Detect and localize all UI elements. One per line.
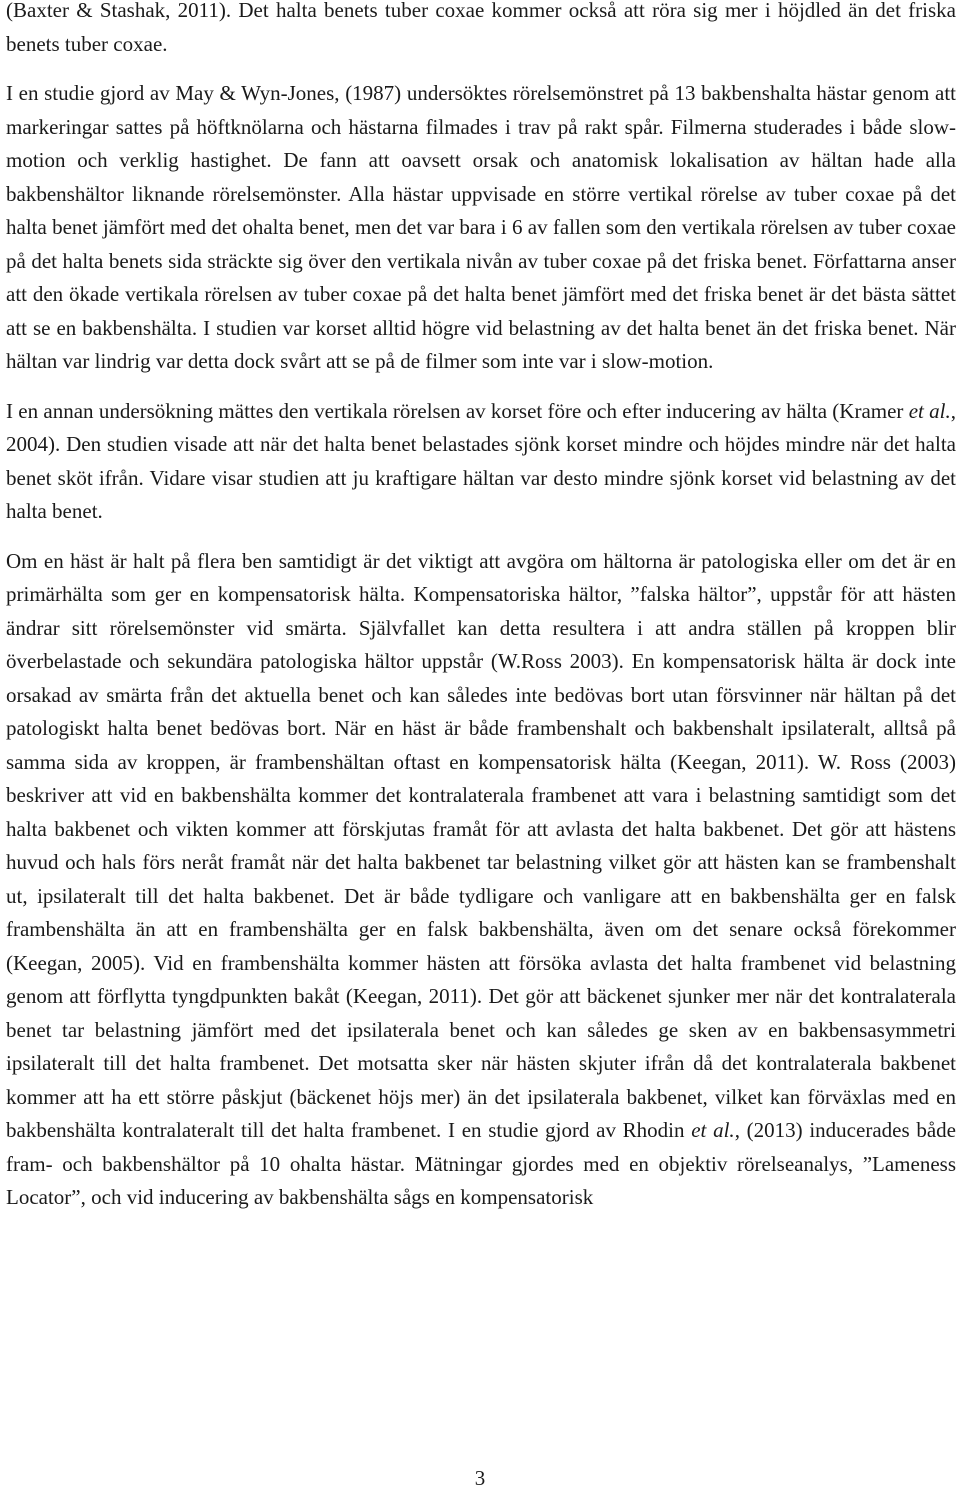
paragraph-text: , 2004). Den studien visade att när det halta benet belastades sjönk korset mindre och höjdes mindre när det halta benet sköt ifrån. Vidare visar studien att ju kraftigare hältan var desto mindre sjönk korset vid belastning av det halta benet. bbox=[6, 398, 956, 523]
paragraph bbox=[6, 77, 956, 379]
paragraph bbox=[6, 545, 956, 1215]
italic-citation: et al. bbox=[908, 398, 951, 423]
document-page bbox=[6, 0, 956, 1215]
page-number: 3 bbox=[474, 1466, 486, 1490]
paragraph-text: (Baxter & Stashak, 2011). Det halta benets tuber coxae kommer också att röra sig mer i höjdled än det friska benets tuber coxae. bbox=[6, 0, 956, 56]
paragraph bbox=[6, 0, 956, 61]
paragraph-text: I en annan undersökning mättes den vertikala rörelsen av korset före och efter inducering av hälta (Kramer bbox=[6, 398, 909, 423]
italic-citation: et al. bbox=[691, 1118, 735, 1142]
paragraph-text: I en studie gjord av May & Wyn-Jones, (1987) undersöktes rörelsemönstret på 13 bakbenshalta hästar genom att markeringar sattes på höftknölarna och hästarna filmades i trav på rakt spår. Filmerna studerades i både slow-motion och verklig hastighet. De fann att oavsett orsak och anatomisk lokalisation av hältan hade alla bakbenshältor liknande rörelsemönster. Alla hästar uppvisade en större vertikal rörelse av tuber coxae på det halta benet jämfört med det ohalta benet, men det var bara i 6 av fallen som den vertikala rörelsen av tuber coxae på det halta benets sida sträckte sig över den vertikala nivån av tuber coxae på det friska benet. Författarna anser att den ökade vertikala rörelsen av tuber coxae på det halta benet jämfört med det friska benet är det bästa sättet att se en bakbenshälta. I studien var korset alltid högre vid belastning av det halta benet än det friska benet. När hältan var lindrig var detta dock svårt att se på de filmer som inte var i slow-motion. bbox=[6, 81, 956, 373]
paragraph-text: Om en häst är halt på flera ben samtidigt är det viktigt att avgöra om hältorna är patologiska eller om det är en primärhälta som ger en kompensatorisk hälta. Kompensatoriska hältor, ”falska hältor”, uppstår för att hästen ändrar sitt rörelsemönster vid smärta. Självfallet kan detta resultera i att andra ställen på kroppen blir överbelastade och sekundära patologiska hältor uppstår (W.Ross 2003). En kompensatorisk hälta är dock inte orsakad av smärta från det aktuella benet och kan således inte bedövas bort utan försvinner när hältan på det patologiskt halta benet bedövas bort. När en häst är både frambenshalt och bakbenshalt ipsilateralt, alltså på samma sida av kroppen, är frambenshältan oftast en kompensatorisk hälta (Keegan, 2011). W. Ross (2003) beskriver att vid en bakbenshälta kommer det kontralaterala frambenet att vara i belastning samtidigt som det halta bakbenet och vikten kommer att förskjutas framåt för att avlasta det halta bakbenet. Det gör att hästens huvud och hals förs neråt framåt när det halta bakbenet tar belastning vilket gör att hästen kan se frambenshalt ut, ipsilateralt till det halta bakbenet. Det är både tydligare och vanligare att en bakbenshälta ger en falsk frambenshälta än att en frambenshälta ger en falsk bakbenshälta, även om det senare också förekommer (Keegan, 2005). Vid en frambenshälta kommer hästen att försöka avlasta det halta frambenet vid belastning genom att förflytta tyngdpunkten bakåt (Keegan, 2011). Det gör att bäckenet sjunker mer när det kontralaterala benet tar belastning jämfört med det ipsilaterala benet och kan således ge sken av en bakbensasymmetri ipsilateralt till det halta frambenet. Det motsatta sker när hästen skjuter ifrån då det kontralaterala bakbenet kommer att ha ett större påskjut (bäckenet höjs mer) än det ipsilaterala bakbenet, vilket kan förväxlas med en bakbenshälta kontralateralt till det halta frambenet. I en studie gjord av Rhodin bbox=[6, 548, 956, 1142]
paragraph bbox=[6, 395, 956, 529]
body-text bbox=[6, 0, 956, 1215]
paragraph-text: , (2013) inducerades både fram- och bakbenshältor på 10 ohalta hästar. Mätningar gjordes med en objektiv rörelseanalys, ”Lameness Locator”, och vid inducering av bakbenshälta sågs en kompensatorisk bbox=[6, 1118, 956, 1209]
